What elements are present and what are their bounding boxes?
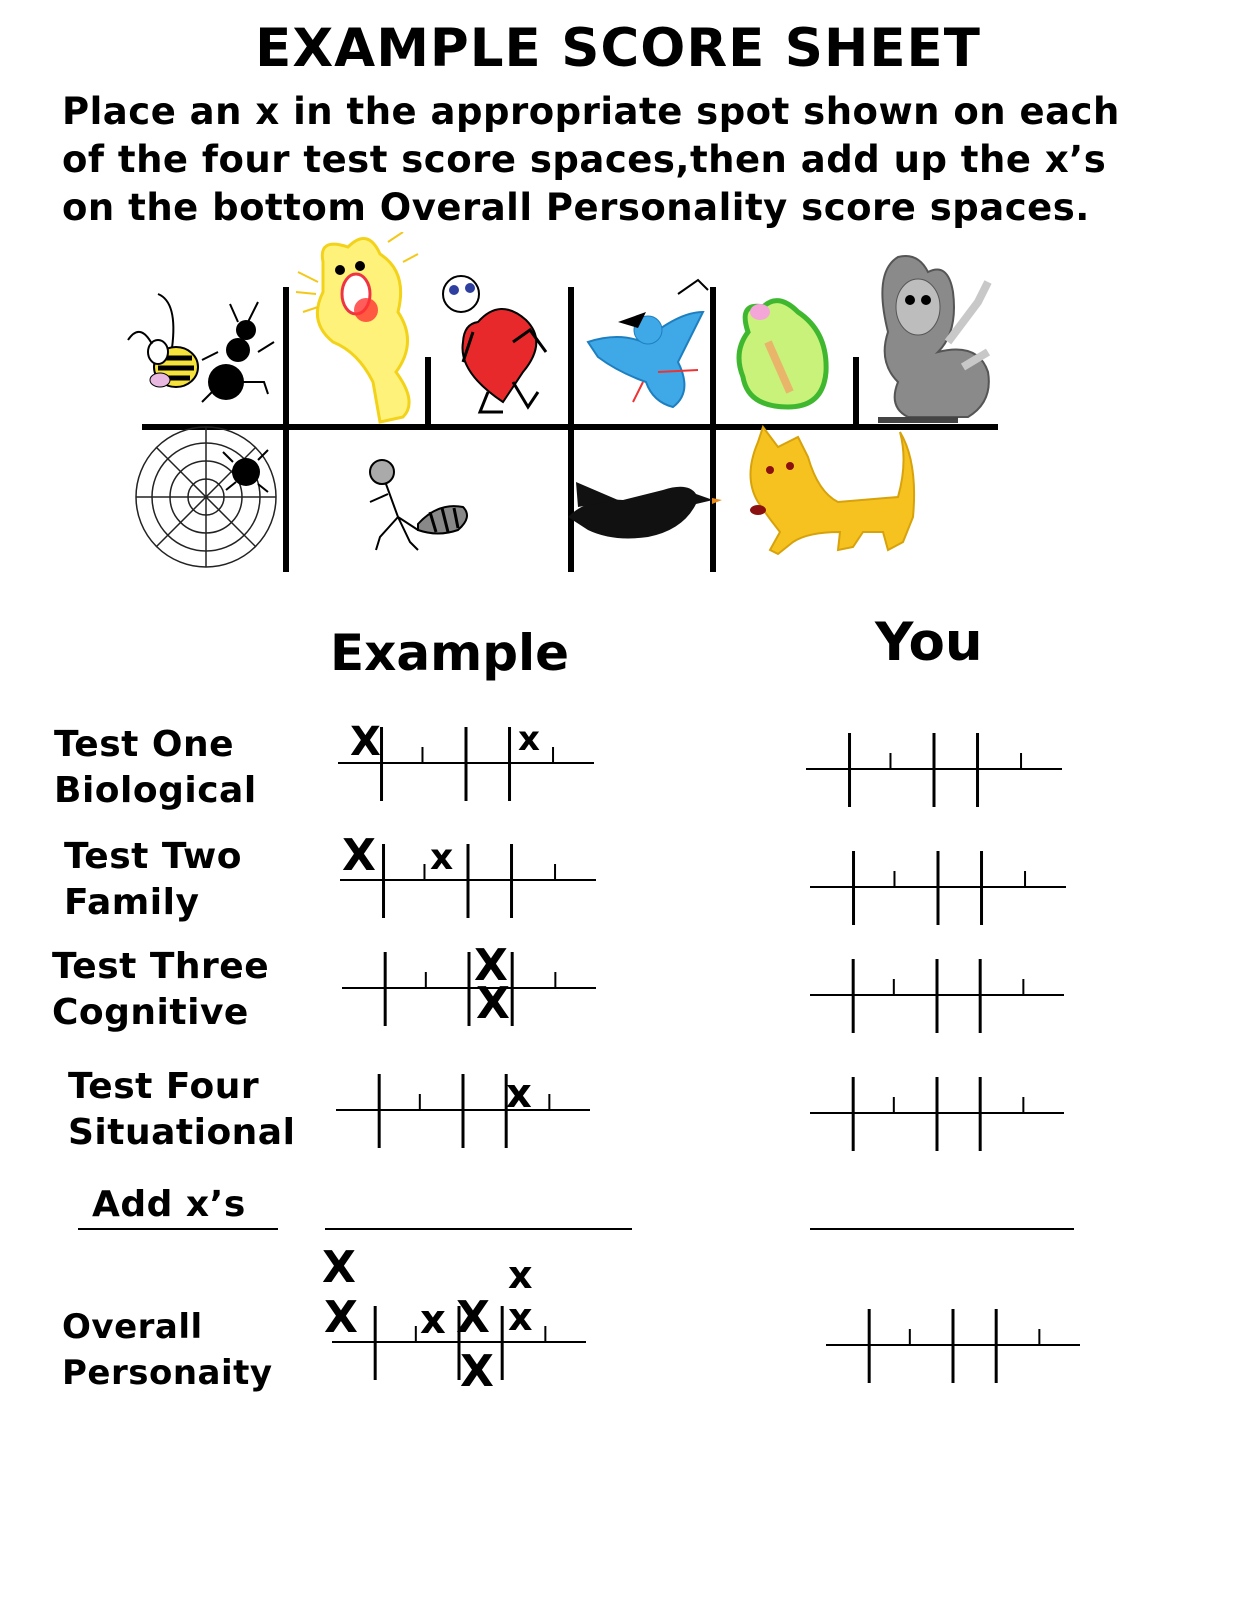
bee-and-ant-illustration [128,294,274,402]
spider-web-illustration [136,427,276,567]
example-test-one-mark-2: x [518,719,540,759]
you-add-line [810,1228,1074,1230]
overall-mark-2: x [508,1253,533,1297]
overall-mark-6: x [508,1295,533,1339]
blue-bird-illustration [588,280,708,407]
example-test-two-mark-2: x [430,837,454,878]
overall-mark-1: X [322,1242,356,1293]
green-blob-illustration [739,301,826,407]
example-test-two-scale [340,837,600,930]
example-test-one-mark-1: X [350,719,381,765]
shocked-yellow-creature-illustration [296,232,418,422]
instructions [62,88,1202,232]
overall-mark-7: X [460,1346,494,1397]
yellow-fox-illustration [750,427,914,554]
black-crow-illustration [568,482,722,538]
you-test-three-scale [810,955,1068,1045]
you-test-one-scale [806,729,1066,819]
example-test-four-mark-1: x [506,1071,532,1117]
example-add-line [325,1228,632,1230]
grey-rabbit-illustration [878,256,989,420]
overall-personality-label: Overall Personaity [62,1307,273,1393]
example-test-three-scale [342,948,600,1038]
you-test-two-scale [810,847,1070,937]
instruction-line-3: on the bottom Overall Personality score spaces. [62,186,1090,229]
example-test-three-mark-2: X [476,978,510,1029]
example-column-heading: Example [330,624,570,682]
add-xs-label: Add x’s [92,1184,246,1225]
you-test-four-scale [810,1073,1068,1163]
stick-figure-raccoon-illustration [370,460,467,550]
example-test-two-mark-1: X [342,830,376,881]
you-overall-scale [826,1305,1084,1395]
test-three-label: Test Three Cognitive [52,946,270,1033]
example-test-three-mark-1: X [474,940,508,991]
test-one-label: Test One Biological [54,724,257,811]
overall-mark-3: X [324,1292,358,1343]
instruction-line-2: of the four test score spaces,then add up the x’s [62,138,1107,181]
example-test-four-scale [336,1070,594,1160]
page-title: EXAMPLE SCORE SHEET [255,18,981,79]
overall-mark-5: X [456,1292,490,1343]
personality-illustration-grid [118,232,1008,577]
test-four-label: Test Four Situational [68,1066,296,1153]
heart-stick-figure-illustration [443,276,546,412]
you-column-heading: You [875,612,983,673]
add-xs-underline [78,1228,278,1230]
overall-mark-4: x [420,1297,446,1343]
test-two-label: Test Two Family [64,836,242,923]
instruction-line-1: Place an x in the appropriate spot shown on each [62,90,1120,133]
